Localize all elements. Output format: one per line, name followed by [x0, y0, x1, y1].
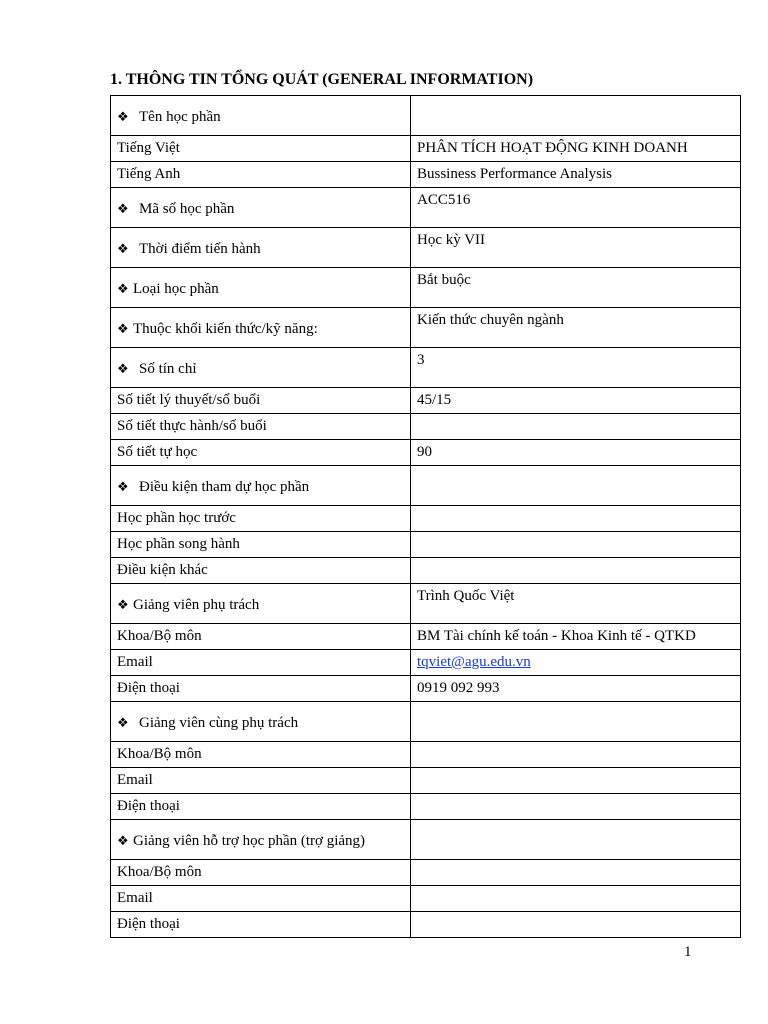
field-value-cell — [411, 794, 741, 820]
field-label: Mã số học phần — [139, 201, 235, 217]
field-label: Giảng viên phụ trách — [133, 597, 260, 613]
field-label: Điện thoại — [117, 916, 180, 932]
field-label-cell — [111, 584, 411, 624]
field-label-cell — [111, 308, 411, 348]
field-label-cell — [111, 348, 411, 388]
field-label-cell — [111, 912, 411, 938]
field-label-cell — [111, 820, 411, 860]
field-label-cell — [111, 860, 411, 886]
field-value-cell — [411, 558, 741, 584]
field-value-cell — [411, 650, 741, 676]
field-label: Điều kiện tham dự học phần — [139, 479, 310, 495]
diamond-bullet-icon: ❖ — [117, 241, 129, 256]
field-value: Bắt buộc — [417, 272, 471, 288]
field-value-cell — [411, 820, 741, 860]
field-label-cell — [111, 532, 411, 558]
general-info-table — [110, 95, 741, 938]
table-row — [111, 136, 741, 162]
field-value: 0919 092 993 — [417, 680, 500, 696]
field-label: Số tiết lý thuyết/số buổi — [117, 392, 261, 408]
field-label-cell — [111, 886, 411, 912]
field-value-cell — [411, 506, 741, 532]
field-label: Số tiết tự học — [117, 444, 198, 460]
page-number: 1 — [684, 944, 692, 960]
field-value: 90 — [417, 444, 432, 460]
table-row — [111, 768, 741, 794]
diamond-bullet-icon: ❖ — [117, 109, 129, 124]
field-value-cell — [411, 624, 741, 650]
field-value: Trình Quốc Việt — [417, 588, 515, 604]
field-label-cell — [111, 676, 411, 702]
diamond-bullet-icon: ❖ — [117, 833, 129, 848]
table-row — [111, 388, 741, 414]
diamond-bullet-icon: ❖ — [117, 715, 129, 730]
table-row — [111, 466, 741, 506]
table-row — [111, 268, 741, 308]
field-label: Khoa/Bộ môn — [117, 628, 202, 644]
field-label: Điện thoại — [117, 798, 180, 814]
table-row — [111, 820, 741, 860]
field-label: Khoa/Bộ môn — [117, 746, 202, 762]
field-label: Học phần song hành — [117, 536, 240, 552]
field-label: Tiếng Việt — [117, 140, 180, 156]
field-value: Kiến thức chuyên ngành — [417, 312, 564, 328]
section-heading: 1. THÔNG TIN TỔNG QUÁT (GENERAL INFORMATION) — [110, 71, 534, 88]
field-label: Email — [117, 654, 153, 670]
field-label-cell — [111, 742, 411, 768]
diamond-bullet-icon: ❖ — [117, 201, 129, 216]
field-value: PHÂN TÍCH HOẠT ĐỘNG KINH DOANH — [417, 140, 688, 156]
field-label: Loại học phần — [133, 281, 219, 297]
field-label-cell — [111, 506, 411, 532]
diamond-bullet-icon: ❖ — [117, 479, 129, 494]
field-label: Thời điểm tiến hành — [139, 241, 261, 257]
diamond-bullet-icon: ❖ — [117, 361, 129, 376]
table-row — [111, 886, 741, 912]
field-value: Bussiness Performance Analysis — [417, 166, 612, 182]
table-row — [111, 162, 741, 188]
table-row — [111, 506, 741, 532]
table-row — [111, 440, 741, 466]
field-value-cell — [411, 886, 741, 912]
field-value-cell — [411, 466, 741, 506]
field-label-cell — [111, 228, 411, 268]
table-row — [111, 558, 741, 584]
field-value-cell — [411, 414, 741, 440]
field-label-cell — [111, 188, 411, 228]
field-value-cell — [411, 136, 741, 162]
field-value-cell — [411, 912, 741, 938]
table-row — [111, 860, 741, 886]
diamond-bullet-icon: ❖ — [117, 597, 129, 612]
field-label: Thuộc khối kiến thức/kỹ năng: — [133, 321, 318, 337]
table-row — [111, 650, 741, 676]
table-row — [111, 96, 741, 136]
field-value-cell — [411, 228, 741, 268]
field-label-cell — [111, 440, 411, 466]
field-label: Điều kiện khác — [117, 562, 208, 578]
field-label: Số tiết thực hành/số buổi — [117, 418, 267, 434]
table-row — [111, 912, 741, 938]
table-row — [111, 348, 741, 388]
field-value-cell — [411, 676, 741, 702]
field-value-cell — [411, 768, 741, 794]
field-label: Email — [117, 890, 153, 906]
field-value-cell — [411, 96, 741, 136]
field-value: BM Tài chính kế toán - Khoa Kinh tế - QTKD — [417, 628, 696, 644]
field-label: Email — [117, 772, 153, 788]
field-value: ACC516 — [417, 192, 471, 208]
field-value-cell — [411, 308, 741, 348]
field-value-cell — [411, 348, 741, 388]
field-value: Học kỳ VII — [417, 232, 486, 248]
field-value-cell — [411, 532, 741, 558]
table-row — [111, 228, 741, 268]
field-label-cell — [111, 268, 411, 308]
field-label-cell — [111, 702, 411, 742]
field-value-cell — [411, 162, 741, 188]
table-row — [111, 532, 741, 558]
diamond-bullet-icon: ❖ — [117, 321, 129, 336]
field-label-cell — [111, 558, 411, 584]
field-label-cell — [111, 466, 411, 506]
table-row — [111, 676, 741, 702]
field-label-cell — [111, 650, 411, 676]
table-row — [111, 414, 741, 440]
table-row — [111, 188, 741, 228]
field-value-cell — [411, 702, 741, 742]
field-value-cell — [411, 188, 741, 228]
field-label: Số tín chỉ — [139, 361, 197, 377]
field-label-cell — [111, 162, 411, 188]
field-value-cell — [411, 268, 741, 308]
field-label-cell — [111, 414, 411, 440]
field-value-cell — [411, 440, 741, 466]
table-row — [111, 308, 741, 348]
field-label: Tên học phần — [139, 109, 221, 125]
field-value: 45/15 — [417, 392, 452, 408]
field-value-cell — [411, 860, 741, 886]
field-label: Học phần học trước — [117, 510, 236, 526]
field-label: Khoa/Bộ môn — [117, 864, 202, 880]
table-row — [111, 742, 741, 768]
field-label-cell — [111, 388, 411, 414]
field-value-cell — [411, 742, 741, 768]
field-label-cell — [111, 96, 411, 136]
table-row — [111, 624, 741, 650]
field-label-cell — [111, 624, 411, 650]
field-label: Tiếng Anh — [117, 166, 181, 182]
field-label-cell — [111, 136, 411, 162]
field-value: 3 — [417, 352, 425, 368]
field-label: Giảng viên cùng phụ trách — [139, 715, 299, 731]
field-value-cell — [411, 584, 741, 624]
table-row — [111, 702, 741, 742]
field-value-cell — [411, 388, 741, 414]
field-label-cell — [111, 794, 411, 820]
diamond-bullet-icon: ❖ — [117, 281, 129, 296]
field-label-cell — [111, 768, 411, 794]
email-link[interactable]: tqviet@agu.edu.vn — [417, 654, 531, 670]
table-row — [111, 794, 741, 820]
field-label: Giảng viên hỗ trợ học phần (trợ giảng) — [133, 833, 366, 849]
table-row — [111, 584, 741, 624]
field-label: Điện thoại — [117, 680, 180, 696]
